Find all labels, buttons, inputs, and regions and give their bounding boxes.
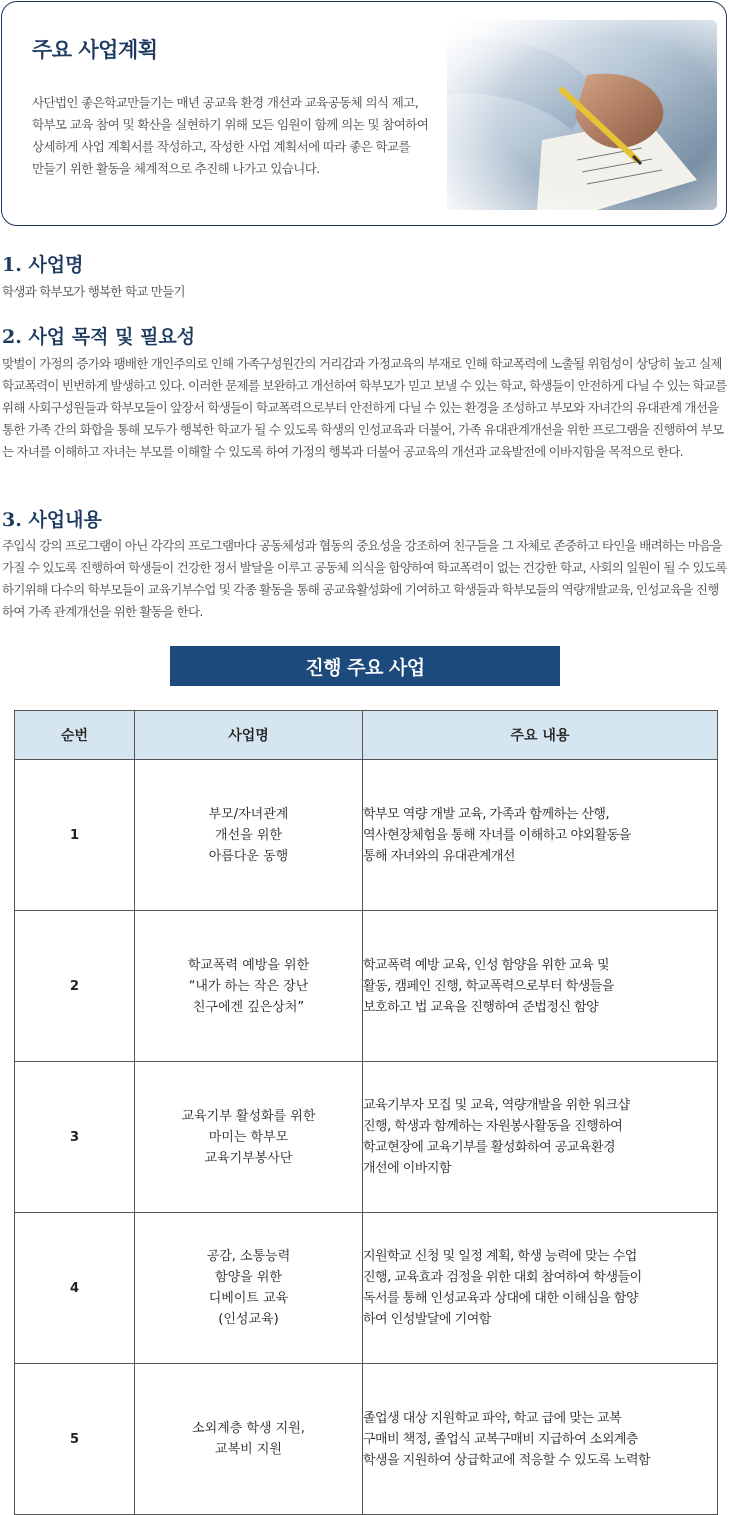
row-number: 2 [15,911,135,1062]
row-project-name: 소외계층 학생 지원, 교복비 지원 [135,1364,363,1515]
section-text-content: 주입식 강의 프로그램이 아닌 각각의 프로그램마다 공동체성과 협동의 중요성을 강조하여 친구들을 그 자체로 존중하고 타인을 배려하는 마음을 가질 수 있도록 진행하여 학생들이 건강한 정서 발달을 이루고 공동체 의식을 함양하여 학교폭력이 없는 건강한 학교, 사회의 일원이 될 수 있도록 하기위해 다수의 학부모들이 교육기부수업 및 각종 활동을 통해 공교육활성화에 기여하고 학생들과 학부모들의 역량개발교육, 인성교육을 진행하여 가족 관계개선을 위한 활동을 한다. [2,538,727,619]
main-projects-table [14,710,718,1515]
row-number: 3 [15,1062,135,1213]
row-project-name: 학교폭력 예방을 위한 “내가 하는 작은 장난 친구에겐 깊은상처” [135,911,363,1062]
row-number: 1 [15,760,135,911]
section-text-business-name: 학생과 학부모가 행복한 학교 만들기 [2,284,185,299]
row-description: 학부모 역량 개발 교육, 가족과 함께하는 산행, 역사현장체험을 통해 자녀를 이해하고 야외활동을 통해 자녀와의 유대관계개선 [363,760,718,911]
section-title-business-name: 1. 사업명 [2,254,84,276]
section-title-purpose: 2. 사업 목적 및 필요성 [2,326,196,348]
intro-title: 주요 사업계획 [32,38,158,62]
header-number: 순번 [15,711,135,760]
header-project-name: 사업명 [135,711,363,760]
row-description: 졸업생 대상 지원학교 파악, 학교 급에 맞는 교복 구매비 책정, 졸업식 교복구매비 지급하여 소외계층 학생을 지원하여 상급학교에 적응할 수 있도록 노력함 [363,1364,718,1515]
table-row [15,1364,718,1515]
table-row [15,1062,718,1213]
row-description: 지원학교 신청 및 일정 계획, 학생 능력에 맞는 수업 진행, 교육효과 검정을 위한 대회 참여하여 학생들이 독서를 통해 인성교육과 상대에 대한 이해심을 함양 하여 인성발달에 기여함 [363,1213,718,1364]
row-description: 교육기부자 모집 및 교육, 역량개발을 위한 워크샵 진행, 학생과 함께하는 자원봉사활동을 진행하여 학교현장에 교육기부를 활성화하여 공교육환경 개선에 이바지함 [363,1062,718,1213]
intro-text: 사단법인 좋은학교만들기는 매년 공교육 환경 개선과 교육공동체 의식 제고, 학부모 교육 참여 및 확산을 실현하기 위해 모든 임원이 함께 의논 및 참여하여 상세하게 사업 계획서를 작성하고, 작성한 사업 계획서에 따라 좋은 학교를 만들기 위한 활동을 체계적으로 추진해 나가고 있습니다. [32,95,429,176]
main-projects-banner: 진행 주요 사업 [170,646,560,686]
intro-box [1,1,727,226]
table-row [15,911,718,1062]
table-row [15,760,718,911]
row-project-name: 부모/자녀관계 개선을 위한 아름다운 동행 [135,760,363,911]
table-header-row [15,711,718,760]
section-text-purpose: 맞벌이 가정의 증가와 팽배한 개인주의로 인해 가족구성원간의 거리감과 가정교육의 부재로 인해 학교폭력에 노출될 위험성이 상당히 높고 실제 학교폭력이 빈번하게 발생하고 있다. 이러한 문제를 보완하고 개선하여 학부모가 믿고 보낼 수 있는 학교, 학생들이 안전하게 다닐 수 있는 학교를 위해 사회구성원들과 학부모들이 앞장서 학생들이 학교폭력으로부터 안전하게 다닐 수 있는 환경을 조성하고 부모와 자녀간의 유대관계 개선을 통한 가족 간의 화합을 통해 모두가 행복한 학교가 될 수 있도록 학생의 인성교육과 더불어, 가족 유대관계개선을 위한 프로그램을 진행하여 부모는 자녀를 이해하고 자녀는 부모를 이해할 수 있도록 하여 가정의 행복과 더불어 공교육의 개선과 교육발전에 이바지함을 목적으로 한다. [2,356,727,459]
section-title-content: 3. 사업내용 [2,509,102,531]
row-number: 5 [15,1364,135,1515]
writing-hand-photo [447,20,717,210]
row-project-name: 교육기부 활성화를 위한 마미는 학부모 교육기부봉사단 [135,1062,363,1213]
header-main-content: 주요 내용 [363,711,718,760]
writing-hand-illustration [447,20,717,210]
row-description: 학교폭력 예방 교육, 인성 함양을 위한 교육 및 활동, 캠페인 진행, 학교폭력으로부터 학생들을 보호하고 법 교육을 진행하여 준법정신 함양 [363,911,718,1062]
row-number: 4 [15,1213,135,1364]
row-project-name: 공감, 소통능력 함양을 위한 디베이트 교육 (인성교육) [135,1213,363,1364]
table-row [15,1213,718,1364]
